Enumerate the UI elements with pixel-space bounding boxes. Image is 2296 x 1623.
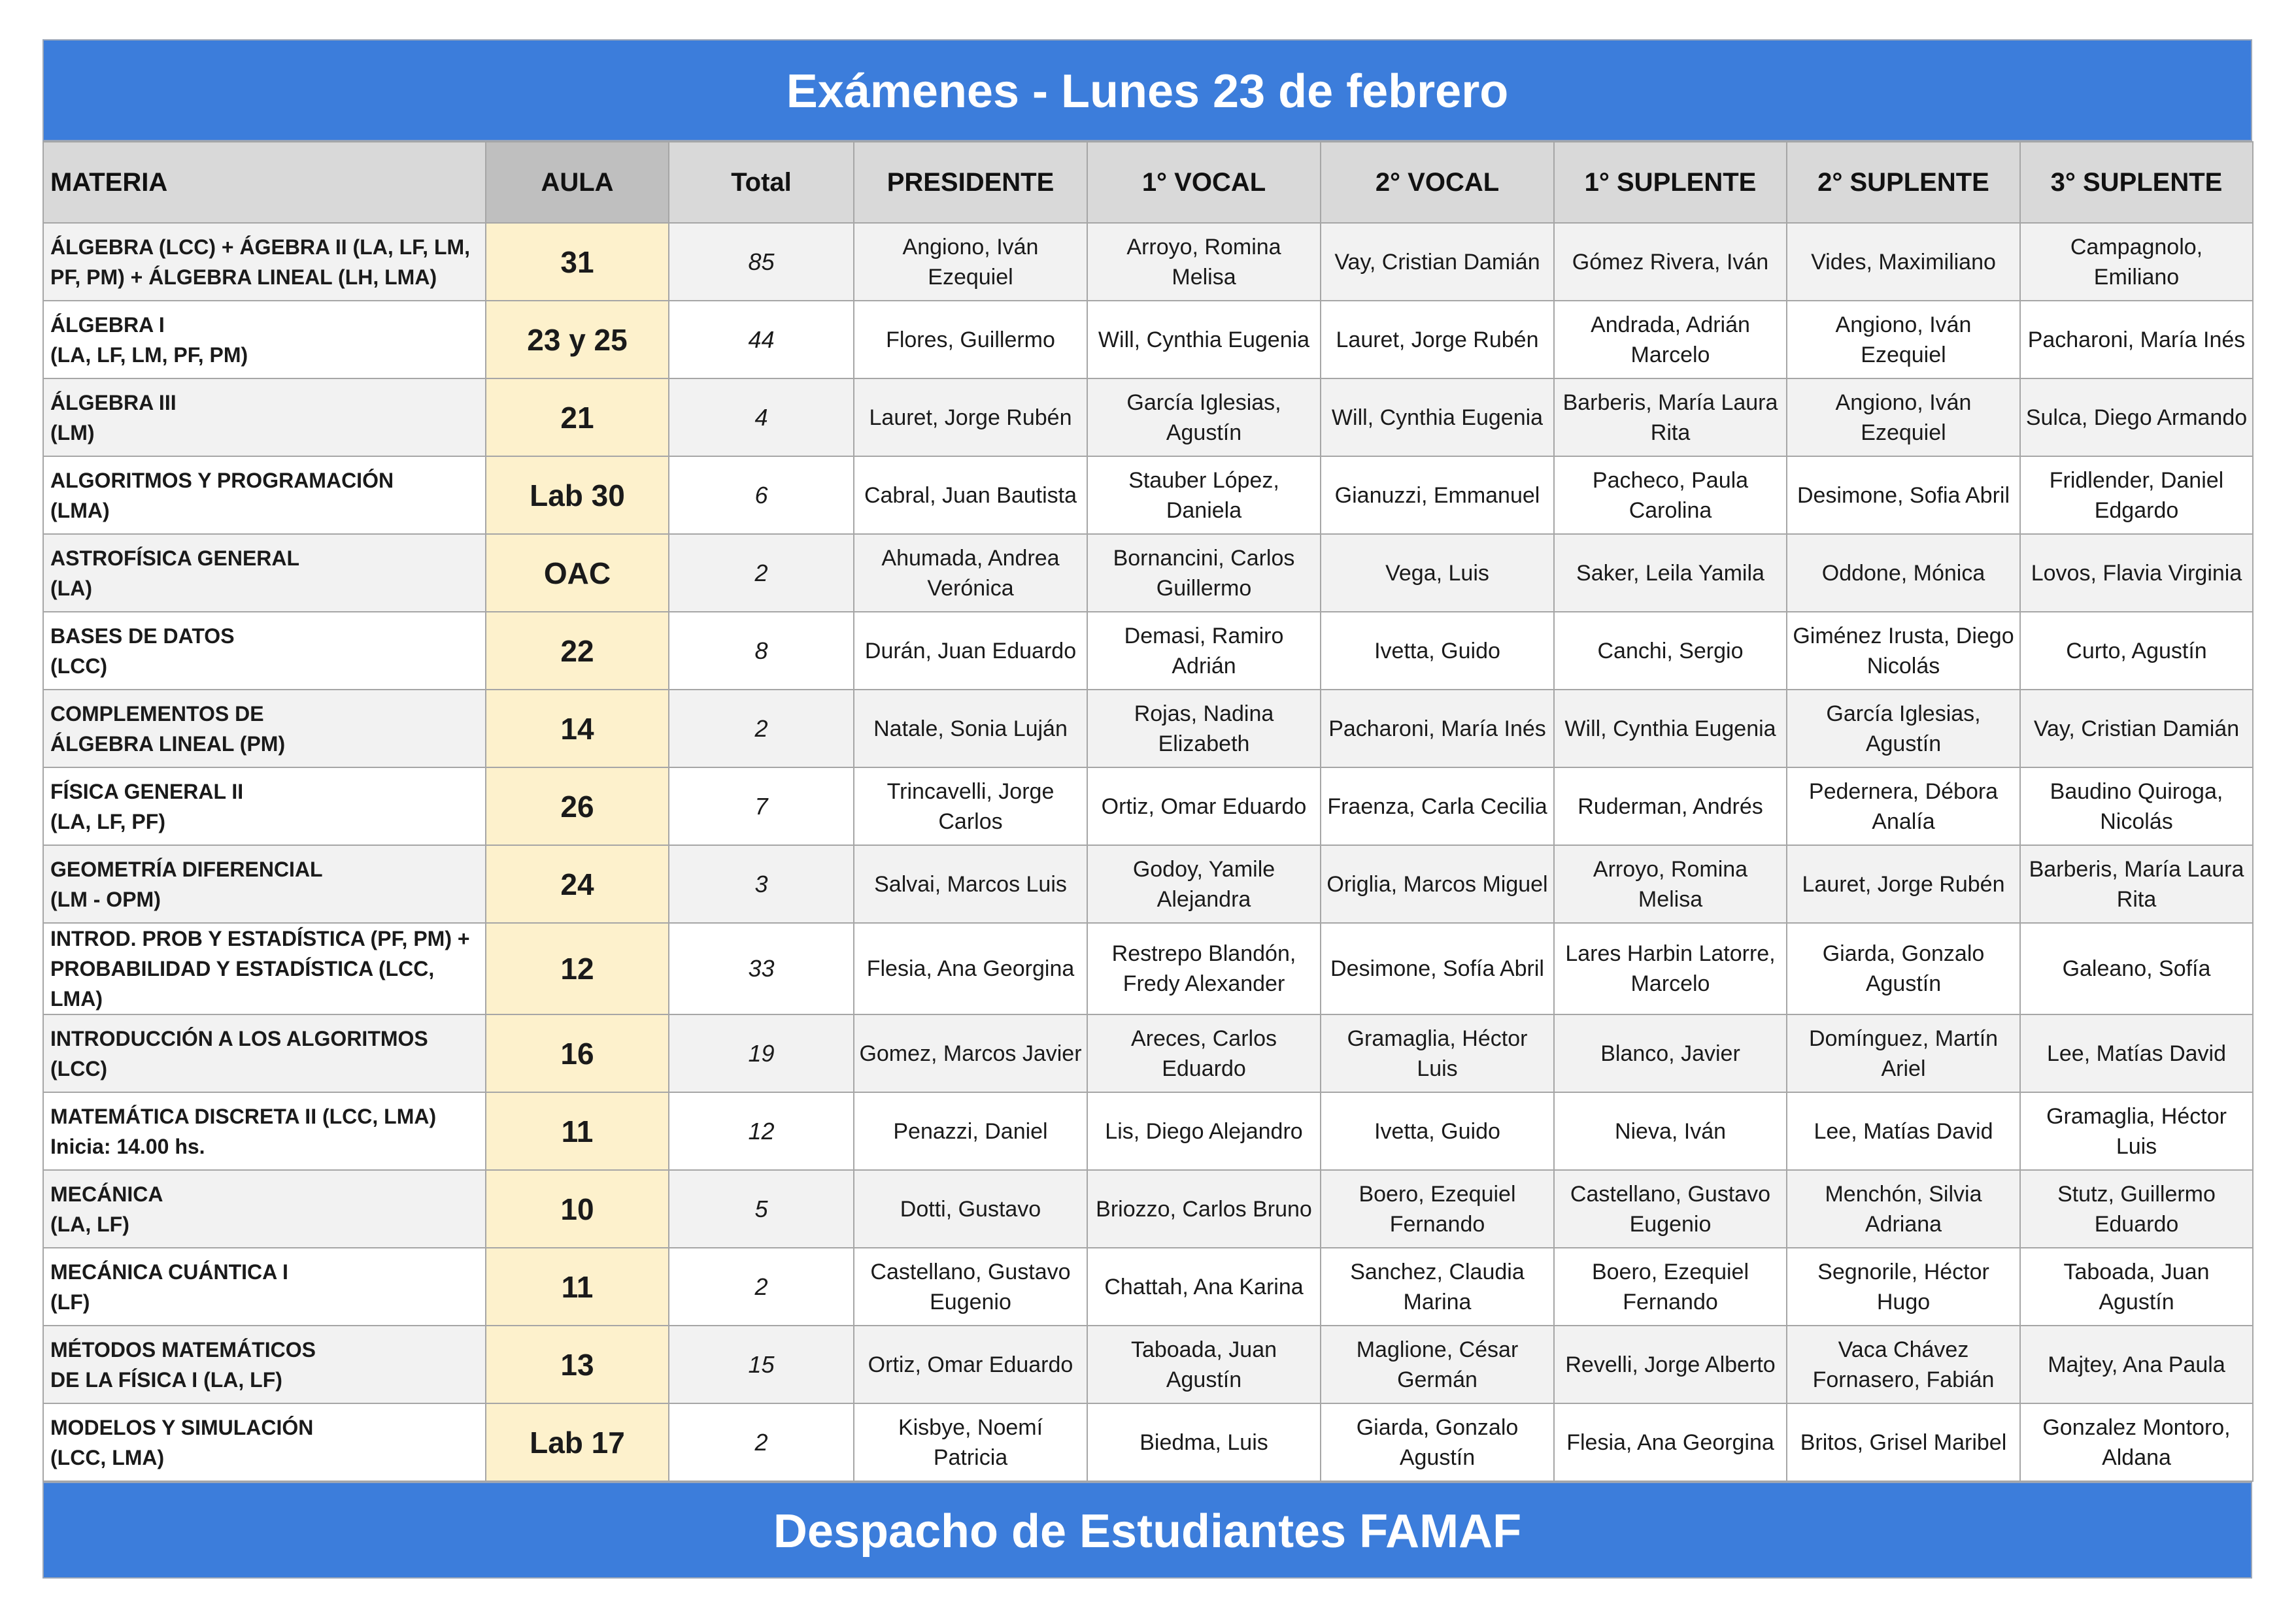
vocal-1-cell: Ortiz, Omar Eduardo — [1087, 767, 1321, 845]
table-row — [43, 456, 2253, 534]
table-row — [43, 767, 2253, 845]
suplente-1-cell: Nieva, Iván — [1554, 1092, 1787, 1170]
suplente-1-cell: Saker, Leila Yamila — [1554, 534, 1787, 612]
presidente-cell: Kisbye, Noemí Patricia — [854, 1403, 1087, 1481]
header-aula: AULA — [486, 142, 669, 223]
suplente-2-cell: Oddone, Mónica — [1787, 534, 2020, 612]
exam-table — [42, 141, 2254, 1482]
suplente-3-cell: Baudino Quiroga, Nicolás — [2020, 767, 2253, 845]
header-materia: MATERIA — [43, 142, 486, 223]
total-cell: 2 — [669, 1248, 854, 1326]
aula-cell: 24 — [486, 845, 669, 923]
suplente-1-cell: Blanco, Javier — [1554, 1014, 1787, 1092]
suplente-3-cell: Galeano, Sofía — [2020, 923, 2253, 1014]
suplente-1-cell: Barberis, María Laura Rita — [1554, 378, 1787, 456]
vocal-2-cell: Will, Cynthia Eugenia — [1321, 378, 1554, 456]
aula-cell: 23 y 25 — [486, 301, 669, 378]
presidente-cell: Flesia, Ana Georgina — [854, 923, 1087, 1014]
vocal-2-cell: Boero, Ezequiel Fernando — [1321, 1170, 1554, 1248]
vocal-1-cell: García Iglesias, Agustín — [1087, 378, 1321, 456]
materia-cell: MATEMÁTICA DISCRETA II (LCC, LMA) Inicia: 14.00 hs. — [43, 1092, 486, 1170]
presidente-cell: Trincavelli, Jorge Carlos — [854, 767, 1087, 845]
aula-cell: 14 — [486, 690, 669, 767]
suplente-3-cell: Sulca, Diego Armando — [2020, 378, 2253, 456]
table-row — [43, 1170, 2253, 1248]
suplente-2-cell: Giménez Irusta, Diego Nicolás — [1787, 612, 2020, 690]
presidente-cell: Flores, Guillermo — [854, 301, 1087, 378]
total-cell: 6 — [669, 456, 854, 534]
suplente-1-cell: Castellano, Gustavo Eugenio — [1554, 1170, 1787, 1248]
aula-cell: 22 — [486, 612, 669, 690]
vocal-1-cell: Biedma, Luis — [1087, 1403, 1321, 1481]
table-row — [43, 1014, 2253, 1092]
total-cell: 33 — [669, 923, 854, 1014]
header-suplente-3: 3° SUPLENTE — [2020, 142, 2253, 223]
header-total: Total — [669, 142, 854, 223]
total-cell: 15 — [669, 1326, 854, 1403]
vocal-1-cell: Arroyo, Romina Melisa — [1087, 223, 1321, 301]
vocal-2-cell: Sanchez, Claudia Marina — [1321, 1248, 1554, 1326]
aula-cell: 26 — [486, 767, 669, 845]
suplente-2-cell: Angiono, Iván Ezequiel — [1787, 301, 2020, 378]
suplente-2-cell: Segnorile, Héctor Hugo — [1787, 1248, 2020, 1326]
header-suplente-2: 2° SUPLENTE — [1787, 142, 2020, 223]
vocal-2-cell: Pacharoni, María Inés — [1321, 690, 1554, 767]
materia-cell: MECÁNICA CUÁNTICA I (LF) — [43, 1248, 486, 1326]
page-title: Exámenes - Lunes 23 de febrero — [42, 39, 2252, 141]
materia-cell: COMPLEMENTOS DE ÁLGEBRA LINEAL (PM) — [43, 690, 486, 767]
total-cell: 12 — [669, 1092, 854, 1170]
header-vocal-1: 1° VOCAL — [1087, 142, 1321, 223]
presidente-cell: Salvai, Marcos Luis — [854, 845, 1087, 923]
suplente-3-cell: Barberis, María Laura Rita — [2020, 845, 2253, 923]
suplente-1-cell: Revelli, Jorge Alberto — [1554, 1326, 1787, 1403]
presidente-cell: Durán, Juan Eduardo — [854, 612, 1087, 690]
vocal-1-cell: Areces, Carlos Eduardo — [1087, 1014, 1321, 1092]
vocal-2-cell: Fraenza, Carla Cecilia — [1321, 767, 1554, 845]
suplente-2-cell: García Iglesias, Agustín — [1787, 690, 2020, 767]
suplente-1-cell: Flesia, Ana Georgina — [1554, 1403, 1787, 1481]
materia-cell: ÁLGEBRA III (LM) — [43, 378, 486, 456]
suplente-1-cell: Andrada, Adrián Marcelo — [1554, 301, 1787, 378]
vocal-2-cell: Origlia, Marcos Miguel — [1321, 845, 1554, 923]
suplente-2-cell: Lauret, Jorge Rubén — [1787, 845, 2020, 923]
suplente-1-cell: Pacheco, Paula Carolina — [1554, 456, 1787, 534]
suplente-1-cell: Canchi, Sergio — [1554, 612, 1787, 690]
table-row — [43, 223, 2253, 301]
vocal-1-cell: Lis, Diego Alejandro — [1087, 1092, 1321, 1170]
vocal-1-cell: Restrepo Blandón, Fredy Alexander — [1087, 923, 1321, 1014]
aula-cell: 16 — [486, 1014, 669, 1092]
aula-cell: OAC — [486, 534, 669, 612]
vocal-1-cell: Briozzo, Carlos Bruno — [1087, 1170, 1321, 1248]
header-suplente-1: 1° SUPLENTE — [1554, 142, 1787, 223]
suplente-2-cell: Pedernera, Débora Analía — [1787, 767, 2020, 845]
vocal-2-cell: Gramaglia, Héctor Luis — [1321, 1014, 1554, 1092]
suplente-3-cell: Gonzalez Montoro, Aldana — [2020, 1403, 2253, 1481]
suplente-1-cell: Gómez Rivera, Iván — [1554, 223, 1787, 301]
suplente-3-cell: Majtey, Ana Paula — [2020, 1326, 2253, 1403]
materia-cell: MECÁNICA (LA, LF) — [43, 1170, 486, 1248]
presidente-cell: Castellano, Gustavo Eugenio — [854, 1248, 1087, 1326]
aula-cell: 10 — [486, 1170, 669, 1248]
vocal-2-cell: Ivetta, Guido — [1321, 612, 1554, 690]
table-row — [43, 534, 2253, 612]
aula-cell: Lab 30 — [486, 456, 669, 534]
aula-cell: 11 — [486, 1092, 669, 1170]
table-row — [43, 845, 2253, 923]
suplente-3-cell: Curto, Agustín — [2020, 612, 2253, 690]
suplente-3-cell: Stutz, Guillermo Eduardo — [2020, 1170, 2253, 1248]
vocal-2-cell: Lauret, Jorge Rubén — [1321, 301, 1554, 378]
materia-cell: MÉTODOS MATEMÁTICOS DE LA FÍSICA I (LA, LF) — [43, 1326, 486, 1403]
presidente-cell: Angiono, Iván Ezequiel — [854, 223, 1087, 301]
materia-cell: ÁLGEBRA (LCC) + ÁGEBRA II (LA, LF, LM, PF, PM) + ÁLGEBRA LINEAL (LH, LMA) — [43, 223, 486, 301]
vocal-1-cell: Stauber López, Daniela — [1087, 456, 1321, 534]
vocal-2-cell: Maglione, César Germán — [1321, 1326, 1554, 1403]
total-cell: 85 — [669, 223, 854, 301]
total-cell: 2 — [669, 690, 854, 767]
aula-cell: 13 — [486, 1326, 669, 1403]
vocal-1-cell: Rojas, Nadina Elizabeth — [1087, 690, 1321, 767]
suplente-1-cell: Boero, Ezequiel Fernando — [1554, 1248, 1787, 1326]
suplente-2-cell: Giarda, Gonzalo Agustín — [1787, 923, 2020, 1014]
suplente-2-cell: Desimone, Sofia Abril — [1787, 456, 2020, 534]
header-vocal-2: 2° VOCAL — [1321, 142, 1554, 223]
vocal-1-cell: Bornancini, Carlos Guillermo — [1087, 534, 1321, 612]
table-row — [43, 923, 2253, 1014]
presidente-cell: Natale, Sonia Luján — [854, 690, 1087, 767]
exam-schedule-sheet — [42, 39, 2252, 1579]
suplente-3-cell: Pacharoni, María Inés — [2020, 301, 2253, 378]
suplente-3-cell: Gramaglia, Héctor Luis — [2020, 1092, 2253, 1170]
total-cell: 8 — [669, 612, 854, 690]
table-row — [43, 301, 2253, 378]
materia-cell: BASES DE DATOS (LCC) — [43, 612, 486, 690]
materia-cell: INTRODUCCIÓN A LOS ALGORITMOS (LCC) — [43, 1014, 486, 1092]
total-cell: 7 — [669, 767, 854, 845]
vocal-1-cell: Chattah, Ana Karina — [1087, 1248, 1321, 1326]
total-cell: 44 — [669, 301, 854, 378]
suplente-1-cell: Will, Cynthia Eugenia — [1554, 690, 1787, 767]
vocal-2-cell: Giarda, Gonzalo Agustín — [1321, 1403, 1554, 1481]
vocal-1-cell: Godoy, Yamile Alejandra — [1087, 845, 1321, 923]
vocal-2-cell: Vega, Luis — [1321, 534, 1554, 612]
materia-cell: ALGORITMOS Y PROGRAMACIÓN (LMA) — [43, 456, 486, 534]
materia-cell: MODELOS Y SIMULACIÓN (LCC, LMA) — [43, 1403, 486, 1481]
materia-cell: INTROD. PROB Y ESTADÍSTICA (PF, PM) + PROBABILIDAD Y ESTADÍSTICA (LCC, LMA) — [43, 923, 486, 1014]
table-row — [43, 1326, 2253, 1403]
aula-cell: 31 — [486, 223, 669, 301]
total-cell: 3 — [669, 845, 854, 923]
suplente-1-cell: Ruderman, Andrés — [1554, 767, 1787, 845]
vocal-1-cell: Taboada, Juan Agustín — [1087, 1326, 1321, 1403]
suplente-3-cell: Lee, Matías David — [2020, 1014, 2253, 1092]
presidente-cell: Gomez, Marcos Javier — [854, 1014, 1087, 1092]
table-row — [43, 378, 2253, 456]
header-row — [43, 142, 2253, 223]
materia-cell: ASTROFÍSICA GENERAL (LA) — [43, 534, 486, 612]
aula-cell: 21 — [486, 378, 669, 456]
header-presidente: PRESIDENTE — [854, 142, 1087, 223]
materia-cell: ÁLGEBRA I (LA, LF, LM, PF, PM) — [43, 301, 486, 378]
total-cell: 19 — [669, 1014, 854, 1092]
suplente-2-cell: Angiono, Iván Ezequiel — [1787, 378, 2020, 456]
presidente-cell: Dotti, Gustavo — [854, 1170, 1087, 1248]
table-row — [43, 1403, 2253, 1481]
aula-cell: 11 — [486, 1248, 669, 1326]
suplente-3-cell: Taboada, Juan Agustín — [2020, 1248, 2253, 1326]
exam-table-body — [43, 223, 2253, 1481]
vocal-1-cell: Will, Cynthia Eugenia — [1087, 301, 1321, 378]
suplente-2-cell: Vides, Maximiliano — [1787, 223, 2020, 301]
materia-cell: GEOMETRÍA DIFERENCIAL (LM - OPM) — [43, 845, 486, 923]
suplente-2-cell: Lee, Matías David — [1787, 1092, 2020, 1170]
suplente-2-cell: Domínguez, Martín Ariel — [1787, 1014, 2020, 1092]
suplente-1-cell: Arroyo, Romina Melisa — [1554, 845, 1787, 923]
suplente-3-cell: Fridlender, Daniel Edgardo — [2020, 456, 2253, 534]
suplente-1-cell: Lares Harbin Latorre, Marcelo — [1554, 923, 1787, 1014]
presidente-cell: Ahumada, Andrea Verónica — [854, 534, 1087, 612]
footer-title: Despacho de Estudiantes FAMAF — [42, 1482, 2252, 1579]
total-cell: 2 — [669, 534, 854, 612]
total-cell: 5 — [669, 1170, 854, 1248]
suplente-2-cell: Vaca Chávez Fornasero, Fabián — [1787, 1326, 2020, 1403]
materia-cell: FÍSICA GENERAL II (LA, LF, PF) — [43, 767, 486, 845]
presidente-cell: Cabral, Juan Bautista — [854, 456, 1087, 534]
aula-cell: 12 — [486, 923, 669, 1014]
suplente-3-cell: Campagnolo, Emiliano — [2020, 223, 2253, 301]
vocal-2-cell: Ivetta, Guido — [1321, 1092, 1554, 1170]
table-row — [43, 612, 2253, 690]
vocal-2-cell: Desimone, Sofía Abril — [1321, 923, 1554, 1014]
vocal-2-cell: Gianuzzi, Emmanuel — [1321, 456, 1554, 534]
table-row — [43, 690, 2253, 767]
presidente-cell: Lauret, Jorge Rubén — [854, 378, 1087, 456]
suplente-2-cell: Menchón, Silvia Adriana — [1787, 1170, 2020, 1248]
vocal-1-cell: Demasi, Ramiro Adrián — [1087, 612, 1321, 690]
vocal-2-cell: Vay, Cristian Damián — [1321, 223, 1554, 301]
presidente-cell: Ortiz, Omar Eduardo — [854, 1326, 1087, 1403]
aula-cell: Lab 17 — [486, 1403, 669, 1481]
total-cell: 4 — [669, 378, 854, 456]
table-row — [43, 1248, 2253, 1326]
total-cell: 2 — [669, 1403, 854, 1481]
table-row — [43, 1092, 2253, 1170]
suplente-3-cell: Vay, Cristian Damián — [2020, 690, 2253, 767]
presidente-cell: Penazzi, Daniel — [854, 1092, 1087, 1170]
suplente-2-cell: Britos, Grisel Maribel — [1787, 1403, 2020, 1481]
suplente-3-cell: Lovos, Flavia Virginia — [2020, 534, 2253, 612]
